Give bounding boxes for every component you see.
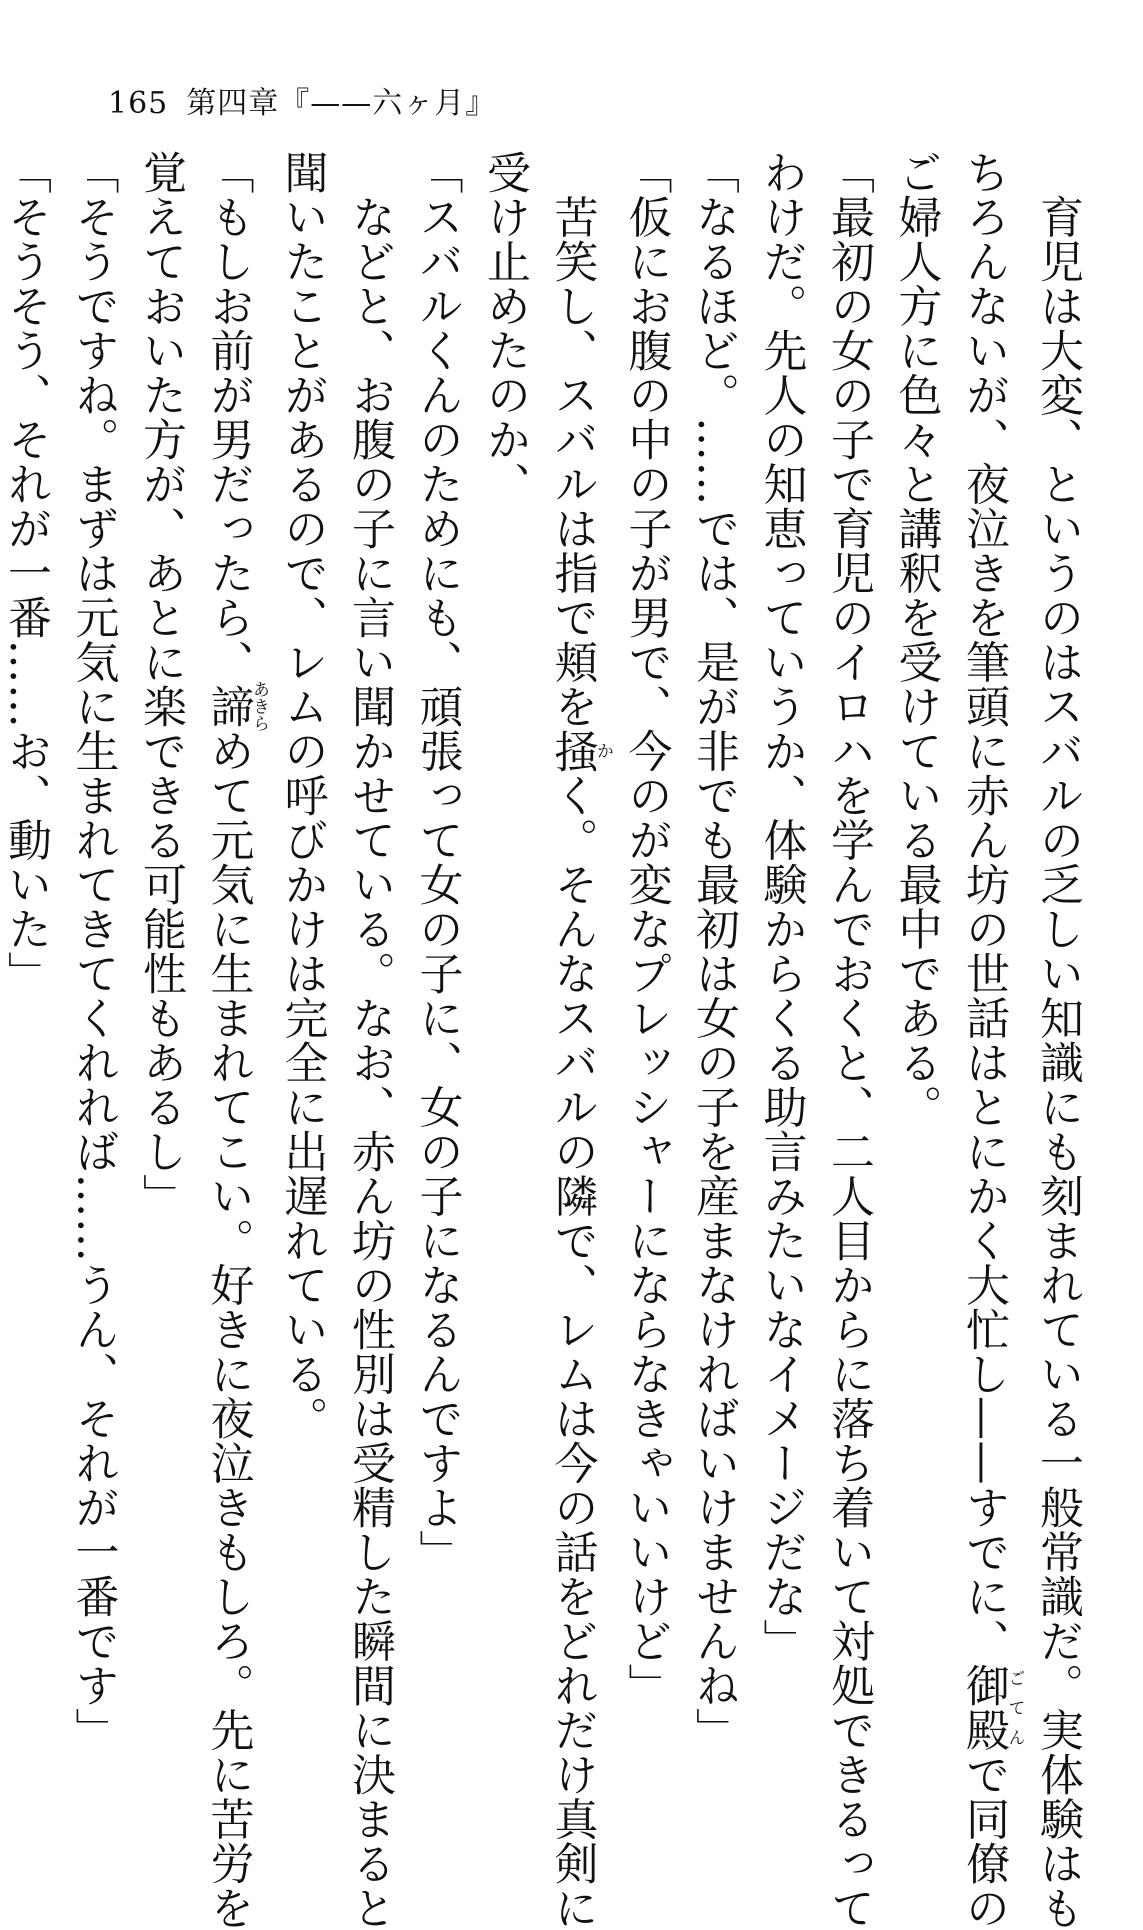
text-line: 「スバルくんのためにも、頑張って女の子に、女の子になるんですよ」 bbox=[411, 150, 463, 1574]
text-line: 「そうですね。まずは元気に生まれてきてくれれば……うん、それが一番です」 bbox=[67, 150, 119, 1752]
page-number: 165 bbox=[108, 86, 169, 121]
body-text bbox=[0, 150, 1091, 1930]
ruby-word: 諦あきら bbox=[202, 680, 269, 732]
text-line: 覚えておいた方が、あとに楽できる可能性もあるし」 bbox=[135, 150, 186, 1218]
ruby-word: 御殿ごてん bbox=[958, 1663, 1025, 1752]
text-line: ちろんないが、夜泣きを筆頭に赤ん坊の世話はとにかく大忙し——すでに、御殿ごてんで同僚の bbox=[958, 150, 1025, 1930]
text-line: 「もしお前が男だったら、諦あきらめて元気に生まれてこい。好きに夜泣きもしろ。先に苦労を bbox=[202, 150, 269, 1930]
running-head bbox=[108, 86, 496, 122]
text-line: 受け止めたのか、 bbox=[479, 150, 530, 506]
text-line: 「そうそう、それが一番……お、動いた」 bbox=[0, 150, 51, 996]
text-line: わけだ。先人の知恵っていうか、体験からくる助言みたいなイメージだな」 bbox=[755, 150, 807, 1663]
text-line: などと、お腹の子に言い聞かせている。なお、赤ん坊の性別は受精した瞬間に決まると bbox=[344, 150, 395, 1930]
text-line: ご婦人方に色々と講釈を受けている最中である。 bbox=[890, 150, 942, 1129]
chapter-title: 『——六ヶ月』 bbox=[279, 86, 497, 121]
ruby-word: 掻か bbox=[546, 728, 613, 773]
text-line: 苦笑し、スバルは指で頬を掻かく。そんなスバルの隣で、レムは今の話をどれだけ真剣に bbox=[546, 150, 613, 1930]
text-line: 「仮にお腹の中の子が男で、今のが変なプレッシャーにならなきゃいいけど」 bbox=[620, 150, 672, 1708]
text-line: 「最初の女の子で育児のイロハを学んでおくと、二人目からに落ち着いて対処できるって bbox=[823, 150, 874, 1930]
text-line: 育児は大変、というのはスバルの乏しい知識にも刻まれている一般常識だ。実体験はも bbox=[1032, 150, 1083, 1930]
text-line: 聞いたことがあるので、レムの呼びかけは完全に出遅れている。 bbox=[276, 150, 328, 1441]
chapter-label: 第四章 bbox=[186, 86, 280, 121]
text-line: 「なるほど。……では、是が非でも最初は女の子を産まなければいけませんね」 bbox=[688, 150, 739, 1752]
